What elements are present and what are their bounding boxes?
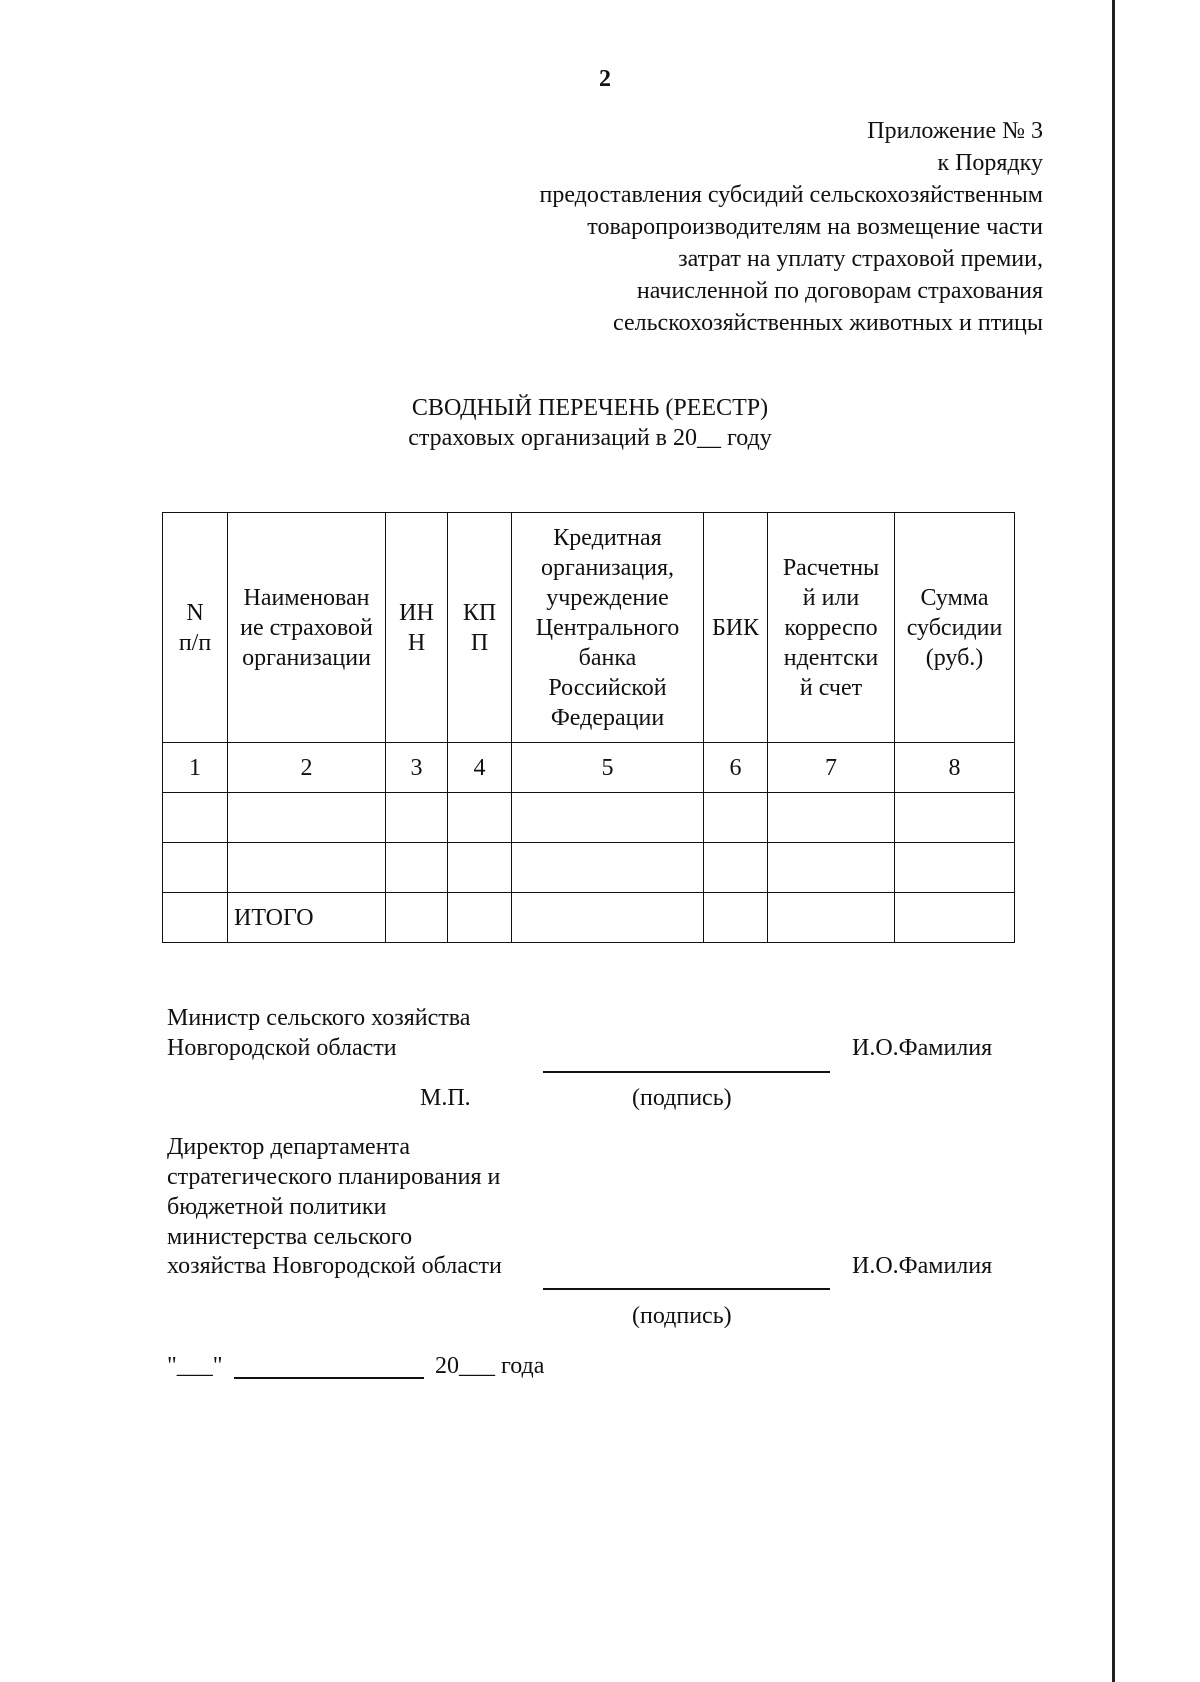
empty-cell	[895, 843, 1015, 893]
empty-cell	[704, 793, 768, 843]
empty-cell	[895, 793, 1015, 843]
empty-cell	[386, 843, 448, 893]
appendix-line: Приложение № 3	[867, 118, 1043, 144]
empty-cell	[386, 793, 448, 843]
director-title-line: Директор департамента	[167, 1134, 410, 1160]
empty-cell	[512, 843, 704, 893]
minister-name: И.О.Фамилия	[852, 1035, 993, 1061]
empty-cell	[512, 793, 704, 843]
empty-cell	[704, 893, 768, 943]
header-cell: ИН Н	[386, 513, 448, 743]
document-title: СВОДНЫЙ ПЕРЕЧЕНЬ (РЕЕСТР)	[411, 395, 769, 421]
table-row	[163, 843, 1015, 893]
signature-line	[543, 1071, 830, 1073]
empty-cell	[895, 893, 1015, 943]
director-title-line: стратегического планирования и	[167, 1164, 501, 1190]
stamp-place-label: М.П.	[420, 1085, 471, 1111]
registry-table	[162, 512, 1015, 943]
appendix-line: к Порядку	[937, 150, 1043, 176]
date-day: "___"	[167, 1353, 223, 1379]
empty-cell	[228, 843, 386, 893]
header-cell: N п/п	[163, 513, 228, 743]
signature-line	[543, 1288, 830, 1290]
appendix-line: начисленной по договорам страхования	[636, 278, 1043, 304]
header-cell: КП П	[448, 513, 512, 743]
empty-cell	[163, 893, 228, 943]
header-cell: Кредитная организация, учреждение Центрального банка Российской Федерации	[512, 513, 704, 743]
director-title-line: бюджетной политики	[167, 1194, 387, 1220]
scan-edge-line	[1112, 0, 1115, 1682]
director-title-line: хозяйства Новгородской области	[167, 1253, 502, 1279]
empty-cell	[386, 893, 448, 943]
column-number-row	[163, 743, 1015, 793]
empty-cell	[228, 793, 386, 843]
header-cell: Расчетны й или корреспо ндентски й счет	[768, 513, 895, 743]
signature-caption: (подпись)	[632, 1085, 732, 1111]
signature-caption: (подпись)	[632, 1303, 732, 1329]
empty-cell	[448, 843, 512, 893]
empty-cell	[768, 793, 895, 843]
header-row	[163, 513, 1015, 743]
appendix-line: товаропроизводителям на возмещение части	[587, 214, 1043, 240]
total-row	[163, 893, 1015, 943]
empty-cell	[512, 893, 704, 943]
empty-cell	[768, 893, 895, 943]
minister-title-line: Министр сельского хозяйства	[167, 1005, 471, 1031]
empty-cell	[163, 843, 228, 893]
number-cell: 1	[163, 743, 228, 793]
director-name: И.О.Фамилия	[852, 1253, 993, 1279]
number-cell: 6	[704, 743, 768, 793]
number-cell: 7	[768, 743, 895, 793]
total-label: ИТОГО	[228, 893, 386, 943]
empty-cell	[704, 843, 768, 893]
page-number: 2	[599, 66, 611, 92]
document-subtitle: страховых организаций в 20__ году	[408, 425, 772, 451]
director-title-line: министерства сельского	[167, 1224, 413, 1250]
empty-cell	[448, 893, 512, 943]
empty-cell	[768, 843, 895, 893]
header-cell: Сумма субсидии (руб.)	[895, 513, 1015, 743]
appendix-line: предоставления субсидий сельскохозяйственным	[539, 182, 1043, 208]
appendix-line: сельскохозяйственных животных и птицы	[613, 310, 1043, 336]
empty-cell	[448, 793, 512, 843]
minister-title-line: Новгородской области	[167, 1035, 397, 1061]
table-row	[163, 793, 1015, 843]
header-cell: БИК	[704, 513, 768, 743]
number-cell: 8	[895, 743, 1015, 793]
number-cell: 5	[512, 743, 704, 793]
date-year: 20___ года	[435, 1353, 545, 1379]
number-cell: 3	[386, 743, 448, 793]
date-month-blank	[234, 1377, 424, 1379]
empty-cell	[163, 793, 228, 843]
appendix-line: затрат на уплату страховой премии,	[678, 246, 1043, 272]
number-cell: 4	[448, 743, 512, 793]
number-cell: 2	[228, 743, 386, 793]
header-cell: Наименован ие страховой организации	[228, 513, 386, 743]
